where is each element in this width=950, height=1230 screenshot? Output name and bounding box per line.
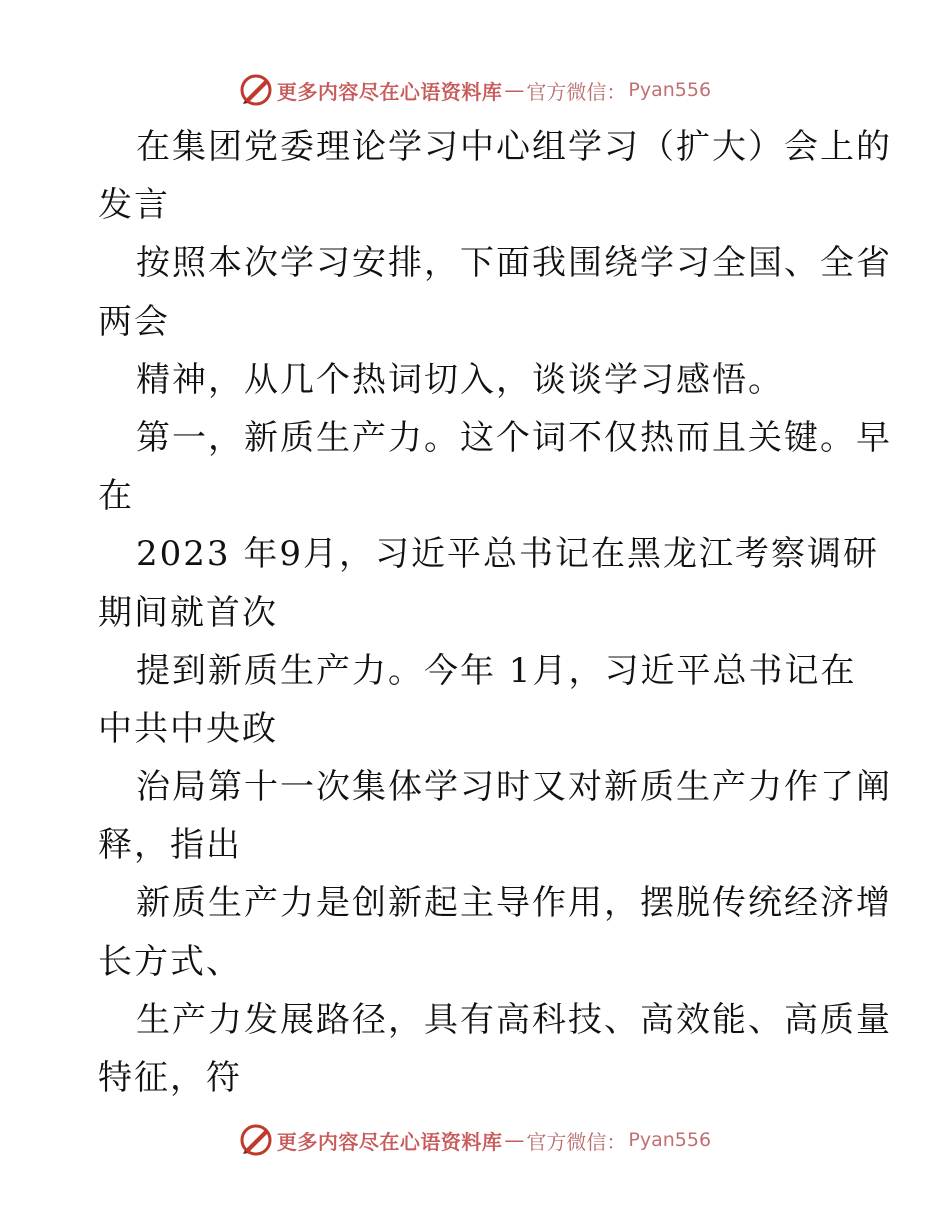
pen-logo-icon (239, 1123, 273, 1157)
watermark-tagline: 更多内容尽在心语资料库 (276, 79, 503, 104)
paragraph-line: 治局第十一次集体学习时又对新质生产力作了阐 (136, 767, 892, 808)
watermark-separator: — (504, 78, 525, 102)
paragraph-line: 提到新质生产力。今年 1月，习近平总书记在 (136, 650, 857, 691)
paragraph-line: 2023 年9月，习近平总书记在黑龙江考察调研 (136, 534, 879, 575)
watermark-wechat-label: 官方微信： (526, 1129, 627, 1154)
pen-logo-icon (239, 73, 273, 107)
paragraph-line: 在 (98, 476, 134, 517)
footer-watermark (0, 1118, 950, 1162)
watermark-account: Pyan556 (628, 79, 712, 101)
paragraph-line: 中共中央政 (98, 708, 278, 749)
paragraph-line: 第一，新质生产力。这个词不仅热而且关键。早 (136, 417, 892, 458)
paragraph-line: 新质生产力是创新起主导作用，摆脱传统经济增 (136, 883, 892, 924)
paragraph-line: 期间就首次 (98, 592, 278, 633)
watermark-separator: — (504, 1128, 525, 1152)
paragraph-line: 长方式、 (98, 941, 242, 982)
paragraph-line: 两会 (98, 301, 170, 342)
watermark-account: Pyan556 (628, 1129, 712, 1151)
paragraph-line: 生产力发展路径，具有高科技、高效能、高质量 (136, 999, 892, 1040)
document-title-line: 在集团党委理论学习中心组学习（扩大）会上的 (136, 127, 892, 167)
paragraph-line: 按照本次学习安排，下面我围绕学习全国、全省 (136, 243, 892, 284)
watermark-tagline: 更多内容尽在心语资料库 (276, 1129, 503, 1154)
header-watermark (0, 68, 950, 112)
paragraph-line: 精神，从几个热词切入，谈谈学习感悟。 (136, 359, 784, 400)
document-body (98, 118, 892, 1107)
paragraph-line: 特征，符 (98, 1058, 242, 1098)
watermark-wechat-label: 官方微信： (526, 79, 627, 104)
paragraph-line: 释，指出 (98, 825, 242, 866)
document-title-line: 发言 (98, 185, 170, 226)
